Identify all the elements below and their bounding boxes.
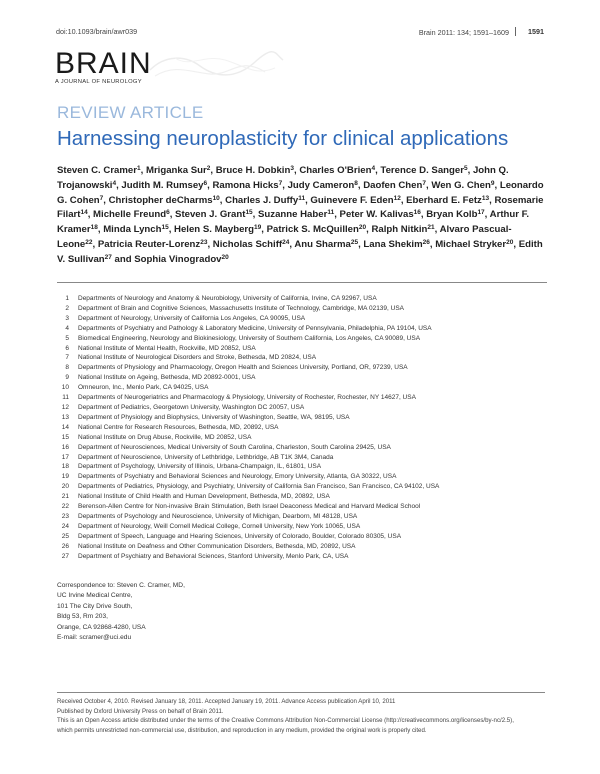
affiliation-item bbox=[57, 344, 557, 354]
affiliation-text: Berenson-Allen Centre for Non-invasive Brain Stimulation, Beth Israel Deaconess Medical and Harvard Medical School bbox=[78, 503, 421, 511]
author bbox=[225, 195, 305, 206]
correspondence-email[interactable]: E-mail: scramer@uci.edu bbox=[57, 634, 132, 642]
author-affiliation-ref: 7 bbox=[99, 194, 104, 202]
affiliation-item bbox=[57, 502, 557, 512]
author-affiliation-ref: 20 bbox=[358, 224, 367, 232]
affiliation-item bbox=[57, 413, 557, 423]
affiliation-text: Departments of Psychology and Neuroscience, University of Michigan, Dearborn, MI 48128, USA bbox=[78, 512, 358, 520]
author bbox=[363, 239, 429, 250]
author bbox=[435, 239, 513, 250]
author-name: Arthur F. Kramer bbox=[57, 209, 530, 236]
affiliation-number: 1 bbox=[65, 295, 69, 302]
correspondence-line: Orange, CA 92868-4280, USA bbox=[57, 623, 146, 631]
author-affiliation-ref: 3 bbox=[290, 165, 294, 172]
author bbox=[103, 224, 169, 235]
affiliation-text: National Centre for Research Resources, Bethesda, MD, 20892, USA bbox=[78, 423, 279, 431]
footer-line: This is an Open Access article distributed under the terms of the Creative Commons Attribution Non-Commercial License (http://creativecommons.org/licenses/by-nc/2.5), bbox=[57, 717, 514, 725]
header-separator bbox=[515, 27, 516, 36]
author bbox=[380, 165, 467, 176]
author-name: Mriganka Sur bbox=[145, 165, 207, 176]
author bbox=[371, 224, 434, 235]
author-affiliation-ref: 20 bbox=[506, 238, 514, 246]
author bbox=[340, 209, 421, 220]
author-affiliation-ref: 11 bbox=[327, 209, 335, 217]
affiliation-number: 18 bbox=[61, 463, 69, 471]
affiliation-text: Department of Brain and Cognitive Sciences, Massachusetts Institute of Technology, Cambridge, MA 02139, USA bbox=[78, 304, 405, 312]
author-name: Christopher deCharms bbox=[108, 194, 213, 206]
affiliation-item bbox=[57, 522, 557, 532]
journal-reference bbox=[419, 27, 522, 37]
author-affiliation-ref: 10 bbox=[212, 194, 220, 202]
author-name: Eberhard E. Fetz bbox=[406, 194, 482, 206]
affiliation-item bbox=[57, 314, 557, 324]
author-affiliation-ref: 8 bbox=[354, 179, 358, 187]
author-affiliation-ref: 19 bbox=[254, 224, 262, 232]
author bbox=[175, 209, 253, 220]
author bbox=[109, 195, 220, 206]
author-name: Daofen Chen bbox=[363, 179, 423, 191]
correspondence-line: UC Irvine Medical Centre, bbox=[57, 592, 133, 600]
affiliation-item bbox=[57, 482, 557, 492]
author-name: Charles O'Brien bbox=[299, 165, 372, 176]
author-name: Patrick S. McQuillen bbox=[266, 224, 359, 236]
author-name: Michelle Freund bbox=[93, 209, 167, 221]
affiliation-item bbox=[57, 353, 557, 363]
affiliation-text: National Institute on Ageing, Bethesda, MD 20892-0001, USA bbox=[78, 374, 256, 382]
author bbox=[258, 209, 334, 220]
affiliation-number: 21 bbox=[61, 493, 69, 501]
affiliation-number: 25 bbox=[61, 532, 69, 540]
affiliation-number: 20 bbox=[61, 483, 69, 491]
correspondence-line: Correspondence to: Steven C. Cramer, MD, bbox=[57, 582, 185, 589]
author bbox=[431, 180, 494, 191]
logo-wordmark: BRAIN bbox=[55, 47, 152, 80]
article-title: Harnessing neuroplasticity for clinical applications bbox=[57, 127, 509, 150]
affiliation-number: 11 bbox=[62, 394, 69, 402]
affiliation-item bbox=[57, 324, 557, 334]
page-number: 1591 bbox=[528, 27, 544, 36]
affiliation-number: 12 bbox=[61, 403, 69, 411]
affiliation-text: Department of Neurosciences, Medical University of South Carolina, Charleston, South Carolina 29425, USA bbox=[78, 443, 391, 451]
author bbox=[406, 195, 489, 206]
affiliation-number: 16 bbox=[61, 443, 69, 451]
affiliation-text: Department of Psychiatry and Behavioral Sciences, Stanford University, Menlo Park, CA, USA bbox=[78, 552, 349, 560]
affiliation-item bbox=[57, 472, 557, 482]
author bbox=[288, 180, 358, 191]
footer-divider bbox=[57, 692, 545, 693]
affiliation-number: 27 bbox=[61, 552, 69, 560]
author-name: Minda Lynch bbox=[103, 224, 162, 236]
affiliation-text: Departments of Pediatrics, Physiology, and Psychiatry, University of California San Francisco, San Francisco, CA 94102, USA bbox=[78, 483, 440, 491]
author-affiliation-ref: 17 bbox=[477, 209, 485, 217]
author-list: Steven C. Cramer$^1$, Mriganka Sur$^2$, Bruce H. Dobkin$^3$, Charles O'Brien$^4$, Terence D. Sanger$^5$, John Q. Trojanowski$^4$, Judith M. Rumsey$^6$, Ramona Hicks$^7$, Judy Cameron$^8$, Daofen Chen$^7$, Wen G. Chen$^9$, Leonardo G. Cohen$^7$, Christopher deCharms$^{10}$, Charles J. Duffy$^{11}$, Guinevere F. Eden$^{12}$, Eberhard E. Fetz$^{13}$, Rosemarie Filart$^{14}$, Michelle Freund$^6$, Steven J. Grant$^{15}$, Suzanne Haber$^{11}$, Peter W. Kalivas$^{16}$, Bryan Kolb$^{17}$, Arthur F. Kramer$^{18}$, Minda Lynch$^{15}$, Helen S. Mayberg$^{19}$, Patrick S. McQuillen$^{20}$, Ralph Nitkin$^{21}$, Alvaro Pascual-Leone$^{22}$, Patricia Reuter-Lorenz$^{23}$, Nicholas Schiff$^{24}$, Anu Sharma$^{25}$, Lana Shekim$^{26}$, Michael Stryker$^{20}$, Edith V. Sullivan$^{27}$ and Sophia Vinogradov$^{20}$ bbox=[57, 165, 544, 265]
author-affiliation-ref: 15 bbox=[161, 224, 169, 232]
correspondence-block bbox=[57, 581, 185, 643]
publication-footer bbox=[57, 697, 514, 735]
author-affiliation-ref: 18 bbox=[90, 224, 98, 232]
author-affiliation-ref: 14 bbox=[80, 209, 88, 217]
correspondence-line: Bldg 53, Rm 203, bbox=[57, 613, 108, 621]
author-name: Bruce H. Dobkin bbox=[215, 165, 291, 176]
affiliation-item bbox=[57, 512, 557, 522]
affiliation-number: 5 bbox=[65, 334, 69, 342]
author-name: Ramona Hicks bbox=[212, 179, 279, 191]
logo-subtitle: A JOURNAL OF NEUROLOGY bbox=[55, 79, 142, 85]
author-name: Judith M. Rumsey bbox=[121, 179, 204, 191]
author-affiliation-ref: 23 bbox=[200, 238, 208, 246]
affiliation-item bbox=[57, 462, 557, 472]
author-name: Charles J. Duffy bbox=[225, 194, 299, 206]
author-name: Suzanne Haber bbox=[258, 209, 328, 221]
author-affiliation-ref: 6 bbox=[166, 209, 170, 217]
affiliation-text: Department of Speech, Language and Hearing Sciences, University of Colorado, Boulder, Colorado 80305, USA bbox=[78, 532, 402, 540]
author-name: Bryan Kolb bbox=[426, 209, 478, 221]
affiliation-number: 17 bbox=[61, 453, 69, 461]
affiliation-text: Biomedical Engineering, Neurology and Biokinesiology, University of Southern California, Los Angeles, CA 90089, USA bbox=[78, 334, 421, 342]
affiliation-number: 15 bbox=[61, 433, 69, 441]
affiliation-text: National Institute on Deafness and Other Communication Disorders, Bethesda, MD, 20892, USA bbox=[78, 542, 356, 550]
author-affiliation-ref: 24 bbox=[282, 238, 290, 246]
affiliation-item bbox=[57, 373, 557, 383]
author-affiliation-ref: 11 bbox=[298, 194, 306, 202]
affiliation-number: 6 bbox=[65, 344, 69, 352]
author-affiliation-ref: 6 bbox=[203, 179, 208, 187]
affiliation-number: 4 bbox=[65, 324, 69, 332]
author-affiliation-ref: 1 bbox=[136, 165, 141, 172]
author-name: Leonardo G. Cohen bbox=[57, 179, 544, 206]
affiliation-text: Departments of Physiology and Pharmacology, Oregon Health and Sciences University, Portland, OR, 97239, USA bbox=[78, 364, 408, 372]
affiliation-text: Department of Neuroscience, University of Lethbridge, Lethbridge, AB T1K 3M4, Canada bbox=[78, 453, 334, 461]
affiliation-text: Department of Pediatrics, Georgetown University, Washington DC 20057, USA bbox=[78, 403, 305, 411]
footer-line: Published by Oxford University Press on behalf of Brain 2011. bbox=[57, 707, 224, 715]
author-affiliation-ref: 15 bbox=[245, 209, 253, 217]
journal-logo bbox=[55, 49, 152, 85]
author-affiliation-ref: 16 bbox=[413, 209, 421, 217]
affiliation-item bbox=[57, 304, 557, 314]
affiliation-number: 24 bbox=[61, 522, 69, 530]
author bbox=[174, 224, 261, 235]
affiliation-number: 26 bbox=[61, 542, 69, 550]
author-name: Terence D. Sanger bbox=[380, 165, 464, 176]
author-name: Steven J. Grant bbox=[175, 209, 246, 221]
affiliation-item bbox=[57, 383, 557, 393]
affiliation-item bbox=[57, 423, 557, 433]
author-affiliation-ref: 7 bbox=[278, 179, 283, 187]
author bbox=[146, 165, 210, 176]
affiliation-text: National Institute on Drug Abuse, Rockville, MD 20852, USA bbox=[78, 433, 252, 441]
author-affiliation-ref: 4 bbox=[371, 165, 376, 172]
affiliation-number: 23 bbox=[61, 512, 69, 520]
author-affiliation-ref: 13 bbox=[481, 194, 490, 202]
author bbox=[294, 239, 358, 250]
author bbox=[299, 165, 375, 176]
affiliation-text: Department of Physiology and Biophysics, University of Washington, Seattle, WA, 98195, USA bbox=[78, 413, 350, 421]
author-name: Lana Shekim bbox=[363, 238, 423, 250]
affiliation-item bbox=[57, 363, 557, 373]
author bbox=[121, 180, 207, 191]
author-affiliation-ref: 12 bbox=[393, 194, 401, 202]
author-affiliation-ref: 4 bbox=[112, 179, 117, 187]
affiliation-number: 3 bbox=[65, 314, 69, 322]
author-affiliation-ref: 7 bbox=[422, 179, 426, 187]
affiliation-text: Department of Neurology, Weill Cornell Medical College, Cornell University, New York 10065, USA bbox=[78, 522, 361, 530]
affiliation-text: National Institute of Child Health and Human Development, Bethesda, MD, 20892, USA bbox=[78, 493, 330, 501]
affiliation-text: Departments of Psychiatry and Pathology & Laboratory Medicine, University of Pennsylvania, Philadelphia, PA 19104, USA bbox=[78, 324, 432, 332]
affiliation-item bbox=[57, 542, 557, 552]
affiliation-number: 19 bbox=[61, 473, 69, 481]
author bbox=[426, 209, 484, 220]
affiliation-text: Omneuron, Inc., Menlo Park, CA 94025, USA bbox=[78, 384, 209, 392]
article-type: REVIEW ARTICLE bbox=[57, 103, 204, 122]
author bbox=[216, 165, 294, 176]
affiliation-item bbox=[57, 403, 557, 413]
affiliation-item bbox=[57, 453, 557, 463]
affiliation-number: 14 bbox=[61, 423, 69, 431]
author-name: Wen G. Chen bbox=[431, 179, 491, 191]
author bbox=[310, 195, 400, 206]
affiliation-number: 9 bbox=[65, 374, 69, 382]
author-name: Alvaro Pascual-Leone bbox=[57, 224, 512, 250]
author-name: Nicholas Schiff bbox=[212, 238, 283, 250]
author-name: Sophia Vinogradov bbox=[134, 253, 222, 265]
affiliation-item bbox=[57, 552, 557, 562]
author-affiliation-ref: 20 bbox=[221, 253, 229, 261]
author-name: Peter W. Kalivas bbox=[339, 209, 414, 221]
affiliation-item bbox=[57, 443, 557, 453]
footer-line: Received October 4, 2010. Revised January 18, 2011. Accepted January 19, 2011. Advance Access publication April 10, 2011 bbox=[57, 698, 396, 705]
affiliation-number: 7 bbox=[65, 354, 69, 362]
author-affiliation-ref: 21 bbox=[427, 224, 435, 232]
author-name: John Q. Trojanowski bbox=[57, 165, 509, 191]
author-name: Edith V. Sullivan bbox=[57, 238, 543, 265]
author-name: Ralph Nitkin bbox=[371, 224, 428, 236]
author bbox=[98, 239, 208, 250]
author bbox=[213, 239, 290, 250]
affiliation-number: 22 bbox=[61, 503, 69, 511]
affiliation-number: 10 bbox=[61, 384, 69, 392]
author-name: Guinevere F. Eden bbox=[310, 194, 394, 206]
affiliation-number: 2 bbox=[65, 304, 69, 312]
correspondence-line: 101 The City Drive South, bbox=[57, 602, 133, 610]
author-affiliation-ref: 2 bbox=[206, 165, 211, 172]
affiliation-item bbox=[57, 492, 557, 502]
authors-divider bbox=[57, 282, 547, 283]
author-affiliation-ref: 25 bbox=[350, 238, 359, 246]
author-name: Judy Cameron bbox=[287, 179, 355, 191]
author-name: Anu Sharma bbox=[294, 238, 351, 250]
author-affiliation-ref: 22 bbox=[85, 238, 93, 246]
author-affiliation-ref: 9 bbox=[490, 179, 495, 187]
affiliation-item bbox=[57, 393, 557, 403]
author-name: Patricia Reuter-Lorenz bbox=[97, 238, 201, 250]
footer-line: which permits unrestricted non-commercial use, distribution, and reproduction in any medium, provided the original work is properly cited. bbox=[57, 726, 427, 734]
doi: doi:10.1093/brain/awr039 bbox=[56, 27, 138, 36]
author-affiliation-ref: 27 bbox=[104, 253, 112, 261]
affiliation-list bbox=[57, 294, 557, 561]
author bbox=[134, 254, 228, 265]
author bbox=[57, 165, 141, 176]
affiliation-number: 13 bbox=[61, 413, 69, 421]
author-name: Rosemarie Filart bbox=[57, 194, 544, 221]
author bbox=[267, 224, 366, 235]
author-affiliation-ref: 5 bbox=[463, 165, 468, 172]
affiliation-item bbox=[57, 433, 557, 443]
affiliation-text: Department of Psychology, University of Illinois, Urbana-Champaign, IL, 61801, USA bbox=[78, 463, 322, 471]
author bbox=[93, 209, 170, 220]
author-affiliation-ref: 26 bbox=[422, 238, 430, 246]
brain-watermark-graphic bbox=[145, 50, 285, 82]
affiliation-text: Department of Neurology, University of California Los Angeles, CA 90095, USA bbox=[78, 314, 306, 322]
affiliation-text: Departments of Neurogeriatrics and Pharmacology & Physiology, University of Rochester, Rochester, NY 14627, USA bbox=[78, 394, 416, 402]
affiliation-number: 8 bbox=[65, 364, 69, 372]
affiliation-item bbox=[57, 334, 557, 344]
affiliation-item bbox=[57, 532, 557, 542]
author-name: Michael Stryker bbox=[435, 238, 507, 250]
affiliation-item bbox=[57, 294, 557, 304]
author-name: Steven C. Cramer bbox=[57, 165, 137, 176]
affiliation-text: National Institute of Neurological Disorders and Stroke, Bethesda, MD 20824, USA bbox=[78, 354, 317, 362]
author bbox=[363, 180, 426, 191]
affiliation-text: National Institute of Mental Health, Rockville, MD 20852, USA bbox=[78, 344, 256, 352]
affiliation-text: Departments of Neurology and Anatomy & Neurobiology, University of California, Irvine, CA 92967, USA bbox=[78, 295, 377, 302]
author bbox=[212, 180, 282, 191]
affiliation-text: Departments of Psychiatry and Behavioral Sciences and Neurology, Emory University, Atlanta, GA 30322, USA bbox=[78, 473, 397, 481]
author-name: Helen S. Mayberg bbox=[174, 224, 255, 236]
journal-ref-text: Brain 2011: 134; 1591–1609 bbox=[418, 28, 509, 37]
